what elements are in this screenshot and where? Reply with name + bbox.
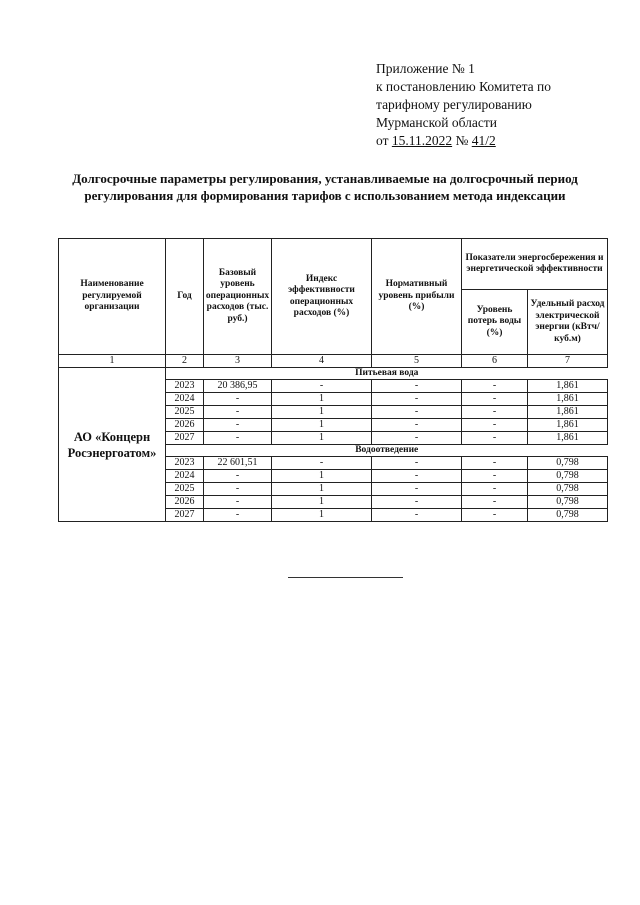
header-year: Год [166,239,204,355]
cell-profit: - [372,496,462,509]
cell-profit: - [372,470,462,483]
cell-year: 2024 [166,393,204,406]
column-number: 7 [528,355,608,368]
appendix-line: Мурманской области [376,115,497,130]
resolution-date: 15.11.2022 [391,133,453,148]
cell-base: - [204,393,272,406]
resolution-number: 41/2 [471,133,496,148]
cell-year: 2023 [166,380,204,393]
section-label: Водоотведение [166,445,608,457]
appendix-block [376,60,551,150]
cell-index: 1 [272,483,372,496]
header-profit: Нормативный уровень прибыли (%) [372,239,462,355]
header-energy-group: Показатели энергосбережения и энергетической эффективности [462,239,608,290]
cell-index: 1 [272,432,372,445]
cell-base: - [204,406,272,419]
cell-base: - [204,470,272,483]
cell-specific: 1,861 [528,380,608,393]
cell-year: 2027 [166,432,204,445]
cell-year: 2025 [166,406,204,419]
cell-profit: - [372,432,462,445]
cell-year: 2026 [166,496,204,509]
column-number: 6 [462,355,528,368]
cell-year: 2024 [166,470,204,483]
cell-base: - [204,432,272,445]
cell-base: - [204,483,272,496]
column-number-row [59,355,608,368]
cell-base: - [204,509,272,522]
cell-profit: - [372,483,462,496]
cell-index: 1 [272,470,372,483]
cell-profit: - [372,457,462,470]
cell-index: 1 [272,406,372,419]
column-number: 1 [59,355,166,368]
cell-specific: 0,798 [528,483,608,496]
header-index: Индекс эффективности операционных расходов (%) [272,239,372,355]
header-specific: Удельный расход электрической энергии (кВтч/куб.м) [528,290,608,355]
cell-specific: 0,798 [528,457,608,470]
section-label: Питьевая вода [166,368,608,380]
appendix-date-line [376,132,551,150]
cell-index: 1 [272,509,372,522]
cell-specific: 0,798 [528,470,608,483]
appendix-line: тарифному регулированию [376,97,532,112]
document-title: Долгосрочные параметры регулирования, устанавливаемые на долгосрочный период регулирования для формирования тарифов с использованием метода индексации [72,171,578,203]
cell-index: - [272,380,372,393]
cell-profit: - [372,380,462,393]
cell-losses: - [462,432,528,445]
column-number: 4 [272,355,372,368]
header-base: Базовый уровень операционных расходов (тыс. руб.) [204,239,272,355]
cell-specific: 1,861 [528,406,608,419]
cell-losses: - [462,406,528,419]
cell-index: - [272,457,372,470]
column-number: 5 [372,355,462,368]
number-prefix: № [455,133,469,148]
cell-index: 1 [272,419,372,432]
cell-profit: - [372,419,462,432]
cell-losses: - [462,470,528,483]
cell-base: - [204,419,272,432]
cell-losses: - [462,457,528,470]
cell-base: - [204,496,272,509]
cell-specific: 1,861 [528,432,608,445]
cell-index: 1 [272,496,372,509]
parameters-table [58,238,608,522]
cell-base: 20 386,95 [204,380,272,393]
cell-year: 2026 [166,419,204,432]
cell-losses: - [462,496,528,509]
cell-profit: - [372,393,462,406]
appendix-line: Приложение № 1 [376,61,475,76]
cell-specific: 0,798 [528,496,608,509]
organization-name: АО «Концерн Росэнергоатом» [59,368,166,522]
date-prefix: от [376,133,389,148]
header-losses: Уровень потерь воды (%) [462,290,528,355]
cell-losses: - [462,509,528,522]
cell-losses: - [462,483,528,496]
column-number: 2 [166,355,204,368]
header-org: Наименование регулируемой организации [59,239,166,355]
cell-base: 22 601,51 [204,457,272,470]
cell-year: 2023 [166,457,204,470]
cell-specific: 1,861 [528,393,608,406]
appendix-line: к постановлению Комитета по [376,79,551,94]
separator-line [288,577,403,578]
cell-year: 2027 [166,509,204,522]
cell-specific: 1,861 [528,419,608,432]
cell-losses: - [462,380,528,393]
section-row [59,368,608,380]
cell-index: 1 [272,393,372,406]
cell-specific: 0,798 [528,509,608,522]
cell-losses: - [462,393,528,406]
column-number: 3 [204,355,272,368]
cell-year: 2025 [166,483,204,496]
cell-profit: - [372,406,462,419]
cell-losses: - [462,419,528,432]
cell-profit: - [372,509,462,522]
